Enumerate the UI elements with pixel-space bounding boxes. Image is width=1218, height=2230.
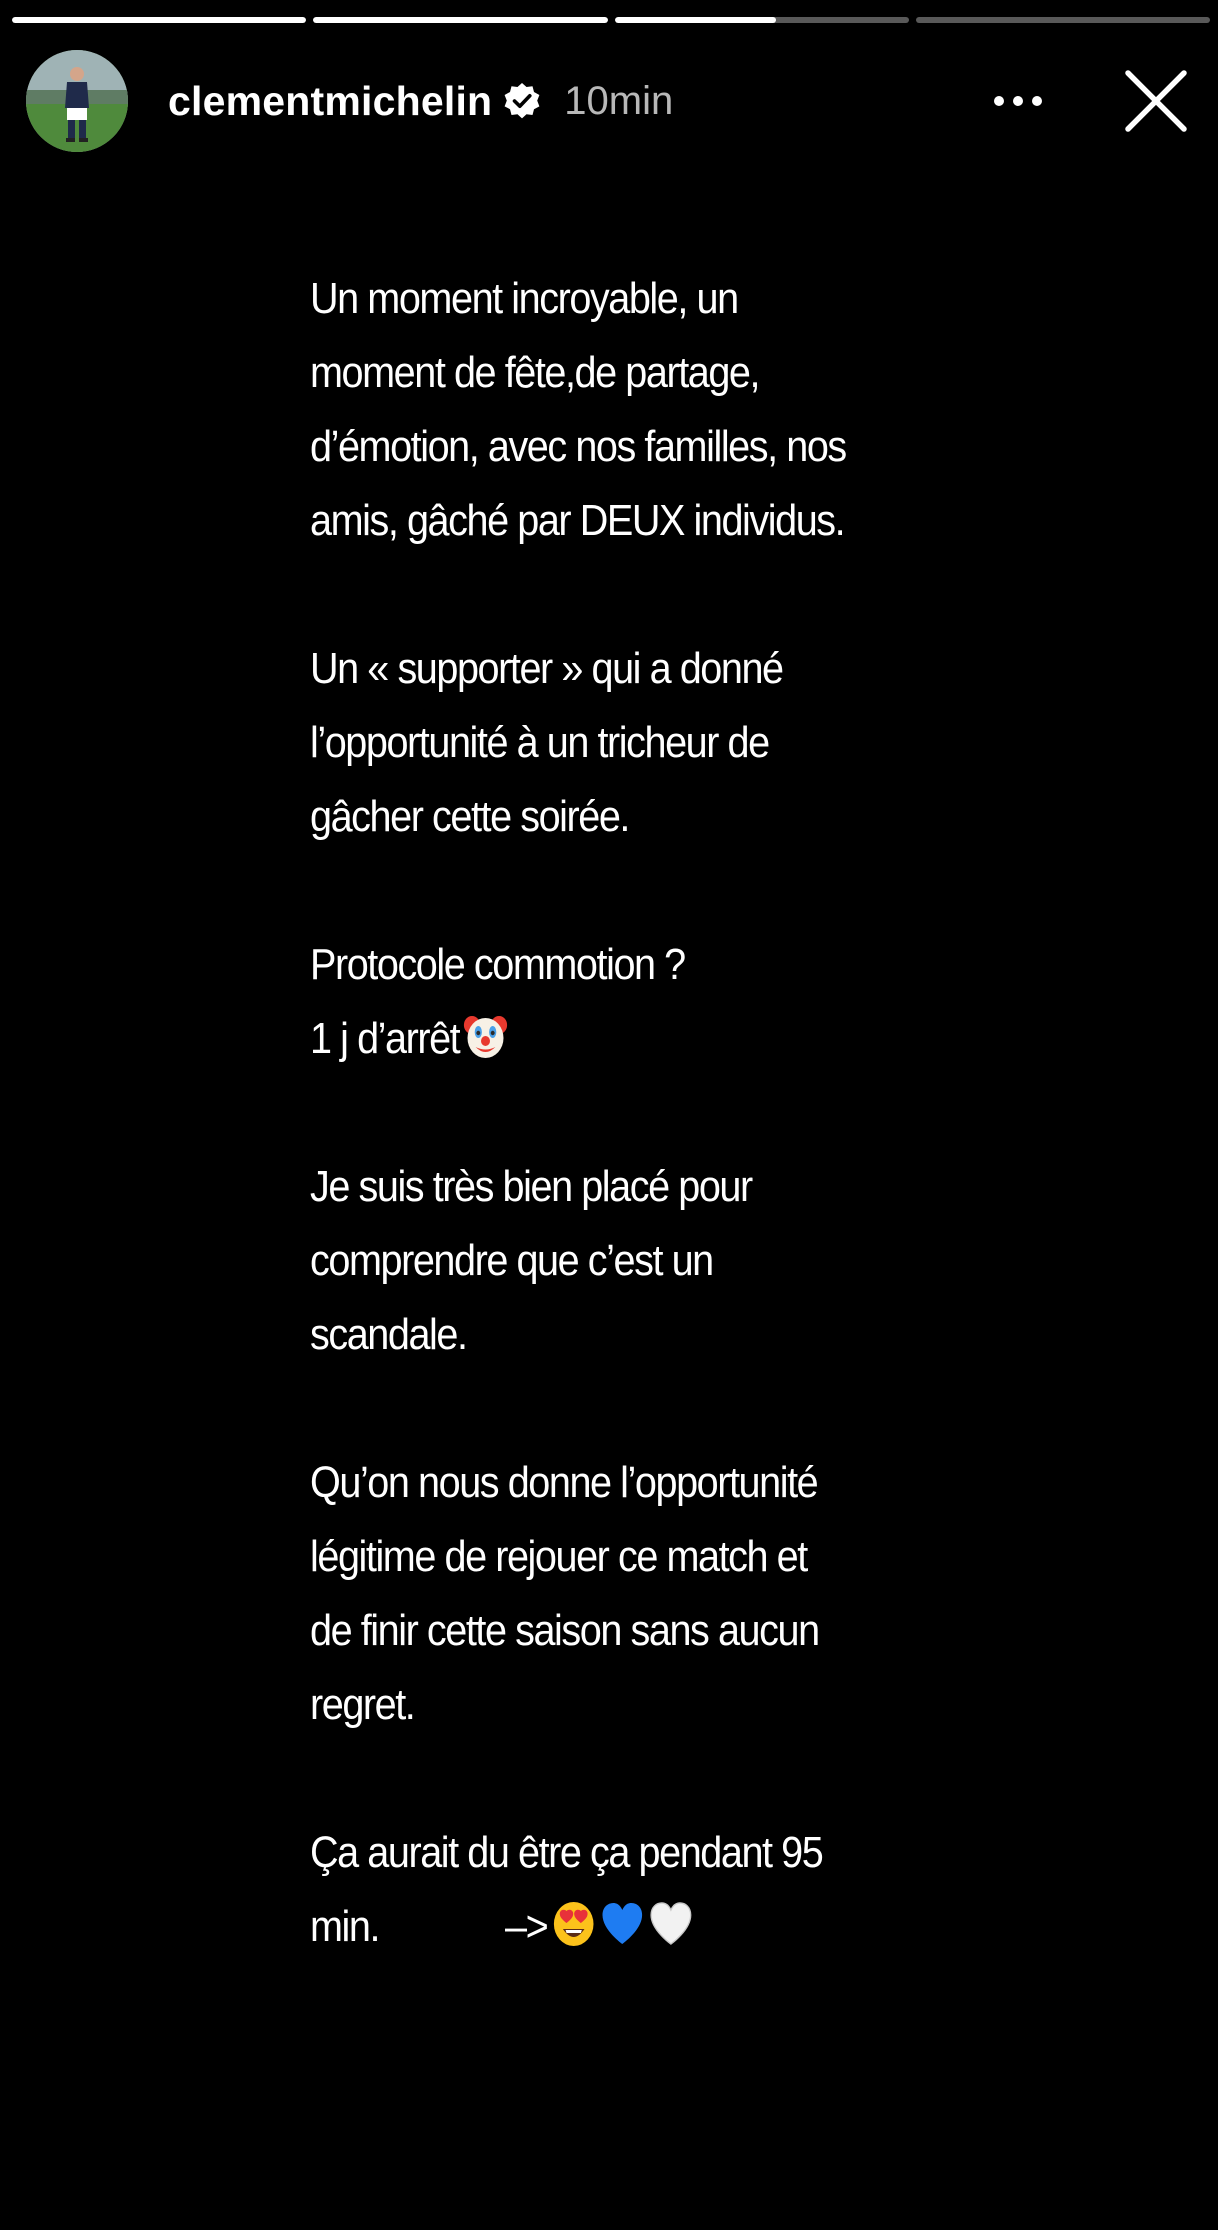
story-paragraph-3-line-1: Protocole commotion ?: [310, 940, 685, 989]
close-button[interactable]: [1120, 65, 1192, 137]
story-text: [310, 262, 886, 1964]
heart-eyes-emoji: [551, 1899, 596, 1949]
verified-badge-icon: [502, 81, 542, 121]
clown-face-emoji: [463, 1011, 508, 1061]
white-heart-emoji: [648, 1899, 693, 1949]
progress-segment-4: [916, 17, 1210, 23]
story-header: [26, 50, 1192, 152]
story-paragraph-6-line-2a: min.: [310, 1902, 380, 1951]
more-options-button[interactable]: [988, 71, 1048, 131]
blue-heart-emoji: [600, 1899, 645, 1949]
story-paragraph-3-line-2: 1 j d’arrêt: [310, 1014, 460, 1063]
story-paragraph-1: Un moment incroyable, un moment de fête,de partage, d’émotion, avec nos familles, nos amis, gâché par DEUX individus.: [310, 274, 846, 545]
progress-segment-2: [313, 17, 607, 23]
story-arrow: –>: [505, 1902, 548, 1951]
more-dots-icon: [993, 95, 1043, 107]
story-paragraph-3: [310, 928, 886, 1076]
close-icon: [1124, 69, 1188, 133]
username[interactable]: clementmichelin: [168, 77, 493, 124]
story-paragraph-6: [310, 1816, 886, 1964]
progress-fill-2: [313, 17, 607, 23]
progress-fill-3: [615, 17, 777, 23]
story-paragraph-2: Un « supporter » qui a donné l’opportunité à un tricheur de gâcher cette soirée.: [310, 644, 783, 841]
progress-segment-1: [12, 17, 306, 23]
progress-fill-1: [12, 17, 306, 23]
post-timestamp: 10min: [564, 78, 674, 123]
player-photo-avatar[interactable]: [26, 50, 128, 152]
progress-segment-3: [615, 17, 909, 23]
story-progress-bar: [12, 17, 1210, 23]
story-paragraph-4: Je suis très bien placé pour comprendre que c’est un scandale.: [310, 1162, 752, 1359]
story-paragraph-6-line-1: Ça aurait du être ça pendant 95: [310, 1828, 823, 1877]
story-paragraph-5: Qu’on nous donne l’opportunité légitime de rejouer ce match et de finir cette saison sans aucun regret.: [310, 1458, 819, 1729]
